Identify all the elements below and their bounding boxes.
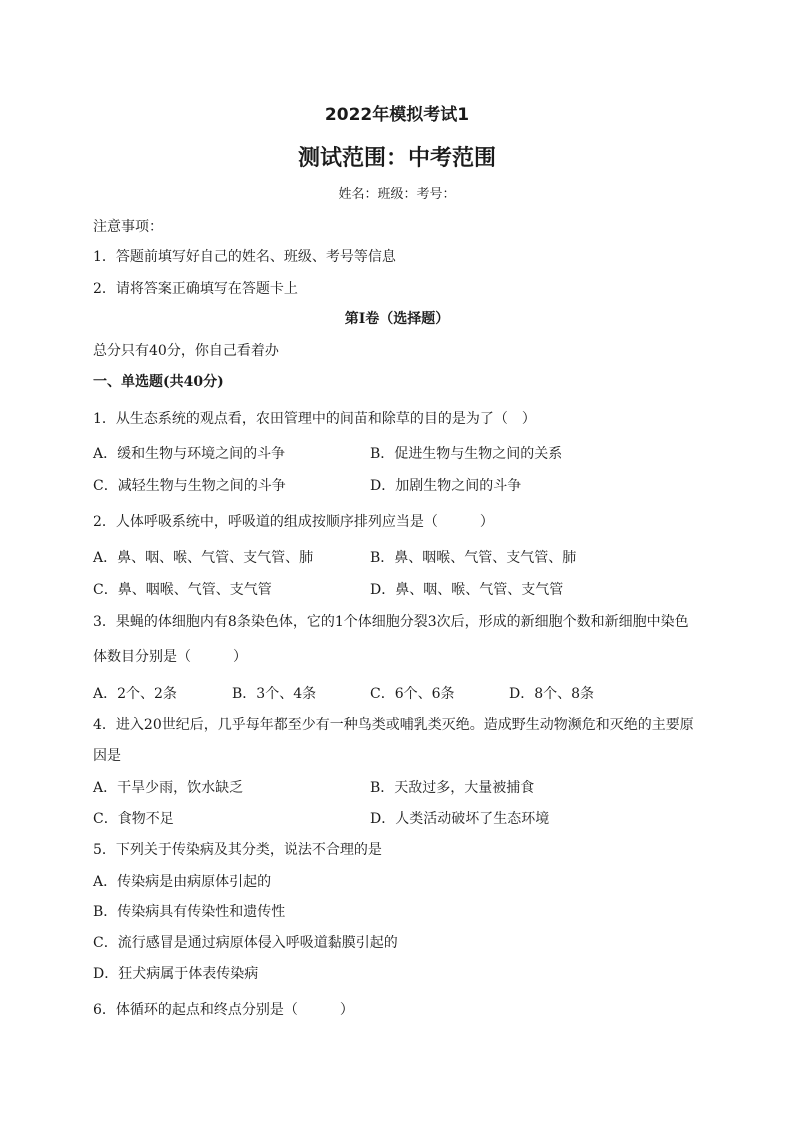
question-option: D．狂犬病属于体表传染病 — [93, 966, 259, 982]
volume-title: 第I卷（选择题） — [344, 311, 450, 327]
question-option: C．6个、6条 — [370, 686, 455, 702]
question-option: C．减轻生物与生物之间的斗争 — [93, 478, 286, 494]
question-option: D．加剧生物之间的斗争 — [370, 478, 522, 494]
question-option: C．食物不足 — [93, 811, 174, 827]
question-stem: 1．从生态系统的观点看，农田管理中的间苗和除草的目的是为了（ ） — [93, 411, 536, 427]
note-item: 2．请将答案正确填写在答题卡上 — [93, 281, 298, 297]
question-option: C．鼻、咽喉、气管、支气管 — [93, 582, 272, 598]
question-stem-continued: 体数目分别是（ ） — [93, 649, 247, 665]
volume-intro: 总分只有40分，你自己看着办 — [93, 343, 279, 359]
section-title: 一、单选题(共40分) — [93, 374, 224, 390]
question-option: A．缓和生物与环境之间的斗争 — [93, 446, 286, 462]
question-stem: 3．果蝇的体细胞内有8条染色体，它的1个体细胞分裂3次后，形成的新细胞个数和新细胞中染色 — [93, 614, 689, 630]
question-option: D．鼻、咽、喉、气管、支气管 — [370, 582, 564, 598]
question-option: A．鼻、咽、喉、气管、支气管、肺 — [93, 550, 314, 566]
question-stem: 6．体循环的起点和终点分别是（ ） — [93, 1002, 354, 1018]
question-option: A．2个、2条 — [93, 686, 177, 702]
question-stem: 5．下列关于传染病及其分类，说法不合理的是 — [93, 842, 382, 858]
notes-heading: 注意事项： — [93, 219, 163, 235]
question-stem: 2．人体呼吸系统中，呼吸道的组成按顺序排列应当是（ ） — [93, 514, 494, 530]
question-option: B．传染病具有传染性和遗传性 — [93, 904, 286, 920]
question-option: B．促进生物与生物之间的关系 — [370, 446, 563, 462]
question-option: A．传染病是由病原体引起的 — [93, 874, 272, 890]
question-option: A．干旱少雨，饮水缺乏 — [93, 780, 244, 796]
range-title: 测试范围：中考范围 — [297, 146, 496, 171]
question-stem: 4．进入20世纪后，几乎每年都至少有一种鸟类或哺乳类灭绝。造成野生动物濒危和灭绝的主要原 — [93, 717, 694, 733]
exam-title: 2022年模拟考试1 — [324, 105, 470, 125]
question-option: B．鼻、咽喉、气管、支气管、肺 — [370, 550, 577, 566]
question-option: B．天敌过多，大量被捕食 — [370, 780, 535, 796]
note-item: 1．答题前填写好自己的姓名、班级、考号等信息 — [93, 249, 396, 265]
question-option: C．流行感冒是通过病原体侵入呼吸道黏膜引起的 — [93, 935, 398, 951]
student-info: 姓名：班级：考号： — [338, 187, 456, 202]
question-option: D．8个、8条 — [509, 686, 595, 702]
question-option: B．3个、4条 — [232, 686, 317, 702]
question-option: D．人类活动破坏了生态环境 — [370, 811, 550, 827]
question-stem-continued: 因是 — [93, 748, 121, 764]
